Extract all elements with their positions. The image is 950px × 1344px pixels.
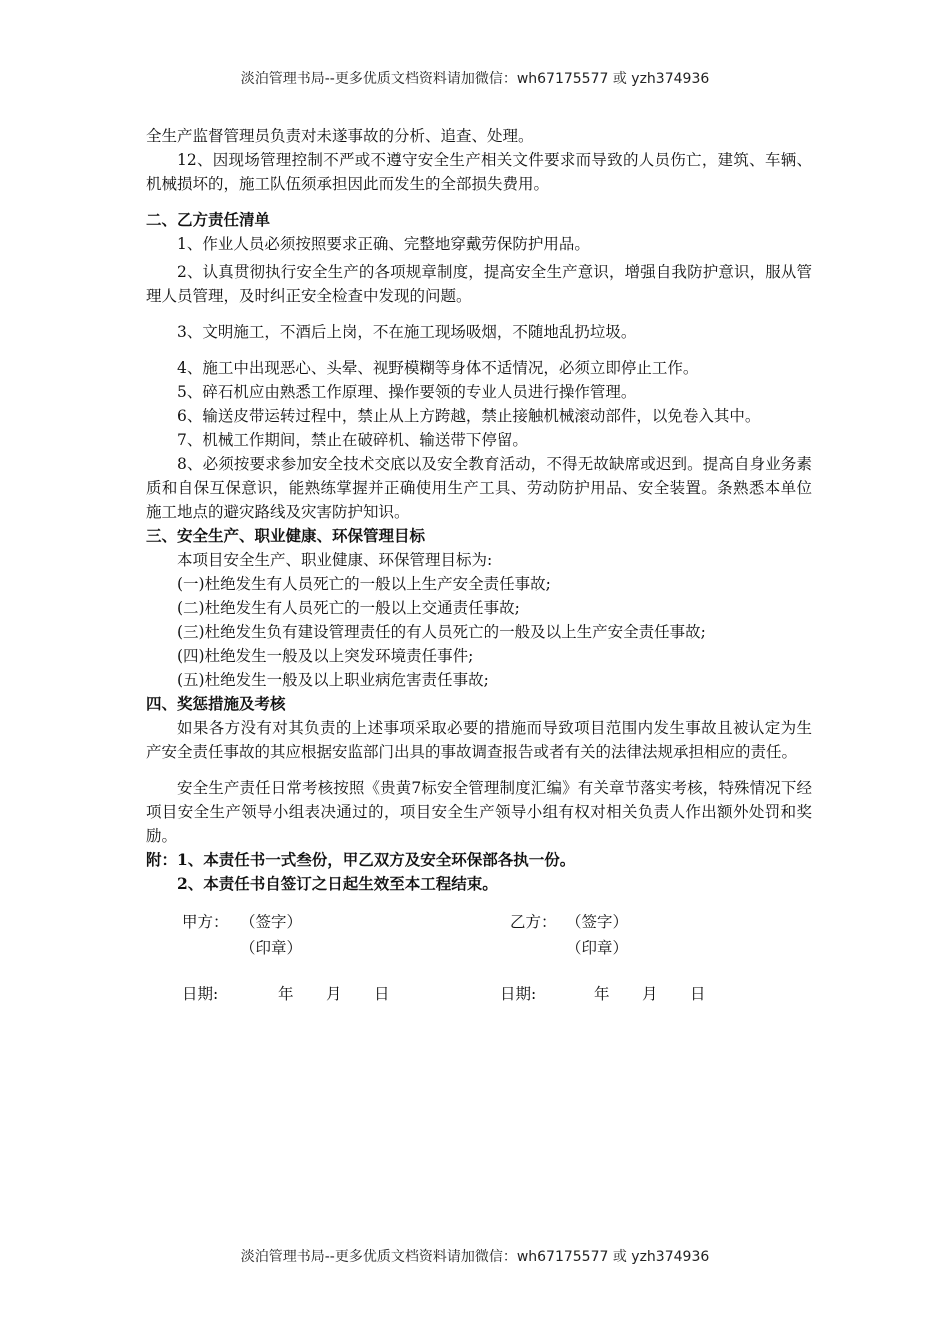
list-item: (一)杜绝发生有人员死亡的一般以上生产安全责任事故; [177, 575, 551, 593]
section-4-title: 四、奖惩措施及考核 [146, 694, 286, 713]
list-item: 3、文明施工，不酒后上岗，不在施工现场吸烟，不随地乱扔垃圾。 [177, 323, 637, 341]
section-4-paragraph-2: 安全生产责任日常考核按照《贵黄7标安全管理制度汇编》有关章节落实考核，特殊情况下经项目安全生产领导小组表决通过的，项目安全生产领导小组有权对相关负责人作出额外处罚和奖励。 [146, 779, 812, 845]
list-item: 8、必须按要求参加安全技术交底以及安全教育活动，不得无故缺席或迟到。提高自身业务素质和自保互保意识，能熟练掌握并正确使用生产工具、劳动防护用品、安全装置。条熟悉本单位施工地点的避灾路线及灾害防护知识。 [146, 455, 812, 521]
list-item: (四)杜绝发生一般及以上突发环境责任事件; [177, 647, 474, 665]
page-footer: 淡泊管理书局--更多优质文档资料请加微信：wh67175577 或 yzh374936 [240, 1249, 710, 1265]
party-a-seal: （印章） [240, 939, 303, 957]
section-2-title: 二、乙方责任清单 [146, 210, 271, 229]
list-item: 7、机械工作期间，禁止在破碎机、输送带下停留。 [177, 431, 528, 449]
party-b-sign: （签字） [566, 913, 629, 931]
paragraph-continued: 全生产监督管理员负责对未遂事故的分析、追查、处理。 [146, 127, 534, 145]
list-item: (三)杜绝发生负有建设管理责任的有人员死亡的一般及以上生产安全责任事故; [177, 623, 706, 641]
annex-item-1: 附：1、本责任书一式叁份，甲乙双方及安全环保部各执一份。 [146, 850, 576, 869]
list-item: 4、施工中出现恶心、头晕、视野模糊等身体不适情况，必须立即停止工作。 [177, 359, 699, 377]
date-a-label: 日期: [182, 985, 219, 1003]
document-body [146, 124, 812, 1016]
date-a-year: 年 [278, 985, 294, 1003]
list-item: 2、认真贯彻执行安全生产的各项规章制度，提高安全生产意识，增强自我防护意识，服从管理人员管理，及时纠正安全检查中发现的问题。 [146, 263, 812, 305]
party-a-sign: （签字） [240, 913, 303, 931]
date-b-day: 日 [690, 985, 706, 1003]
list-item: 5、碎石机应由熟悉工作原理、操作要领的专业人员进行操作管理。 [177, 383, 637, 401]
list-item: (五)杜绝发生一般及以上职业病危害责任事故; [177, 671, 489, 689]
date-b-label: 日期: [500, 985, 537, 1003]
party-a-label: 甲方： [182, 913, 229, 931]
list-item: (二)杜绝发生有人员死亡的一般以上交通责任事故; [177, 599, 520, 617]
date-a-day: 日 [374, 985, 390, 1003]
paragraph-item-12: 12、因现场管理控制不严或不遵守安全生产相关文件要求而导致的人员伤亡，建筑、车辆、机械损坏的，施工队伍须承担因此而发生的全部损失费用。 [146, 151, 812, 193]
party-b-seal: （印章） [566, 939, 629, 957]
section-3-intro: 本项目安全生产、职业健康、环保管理目标为: [177, 551, 493, 569]
list-item: 6、输送皮带运转过程中，禁止从上方跨越，禁止接触机械滚动部件，以免卷入其中。 [177, 407, 761, 425]
annex-item-2: 2、本责任书自签订之日起生效至本工程结束。 [177, 874, 498, 893]
signature-block [146, 906, 812, 1016]
date-b-month: 月 [642, 985, 658, 1003]
date-a-month: 月 [326, 985, 342, 1003]
party-b-label: 乙方： [510, 913, 557, 931]
date-b-year: 年 [594, 985, 610, 1003]
section-4-paragraph-1: 如果各方没有对其负责的上述事项采取必要的措施而导致项目范围内发生事故且被认定为生产安全责任事故的其应根据安监部门出具的事故调查报告或者有关的法律法规承担相应的责任。 [146, 719, 812, 761]
page-header: 淡泊管理书局--更多优质文档资料请加微信：wh67175577 或 yzh374936 [240, 71, 710, 87]
section-3-title: 三、安全生产、职业健康、环保管理目标 [146, 526, 426, 545]
list-item: 1、作业人员必须按照要求正确、完整地穿戴劳保防护用品。 [177, 235, 590, 253]
